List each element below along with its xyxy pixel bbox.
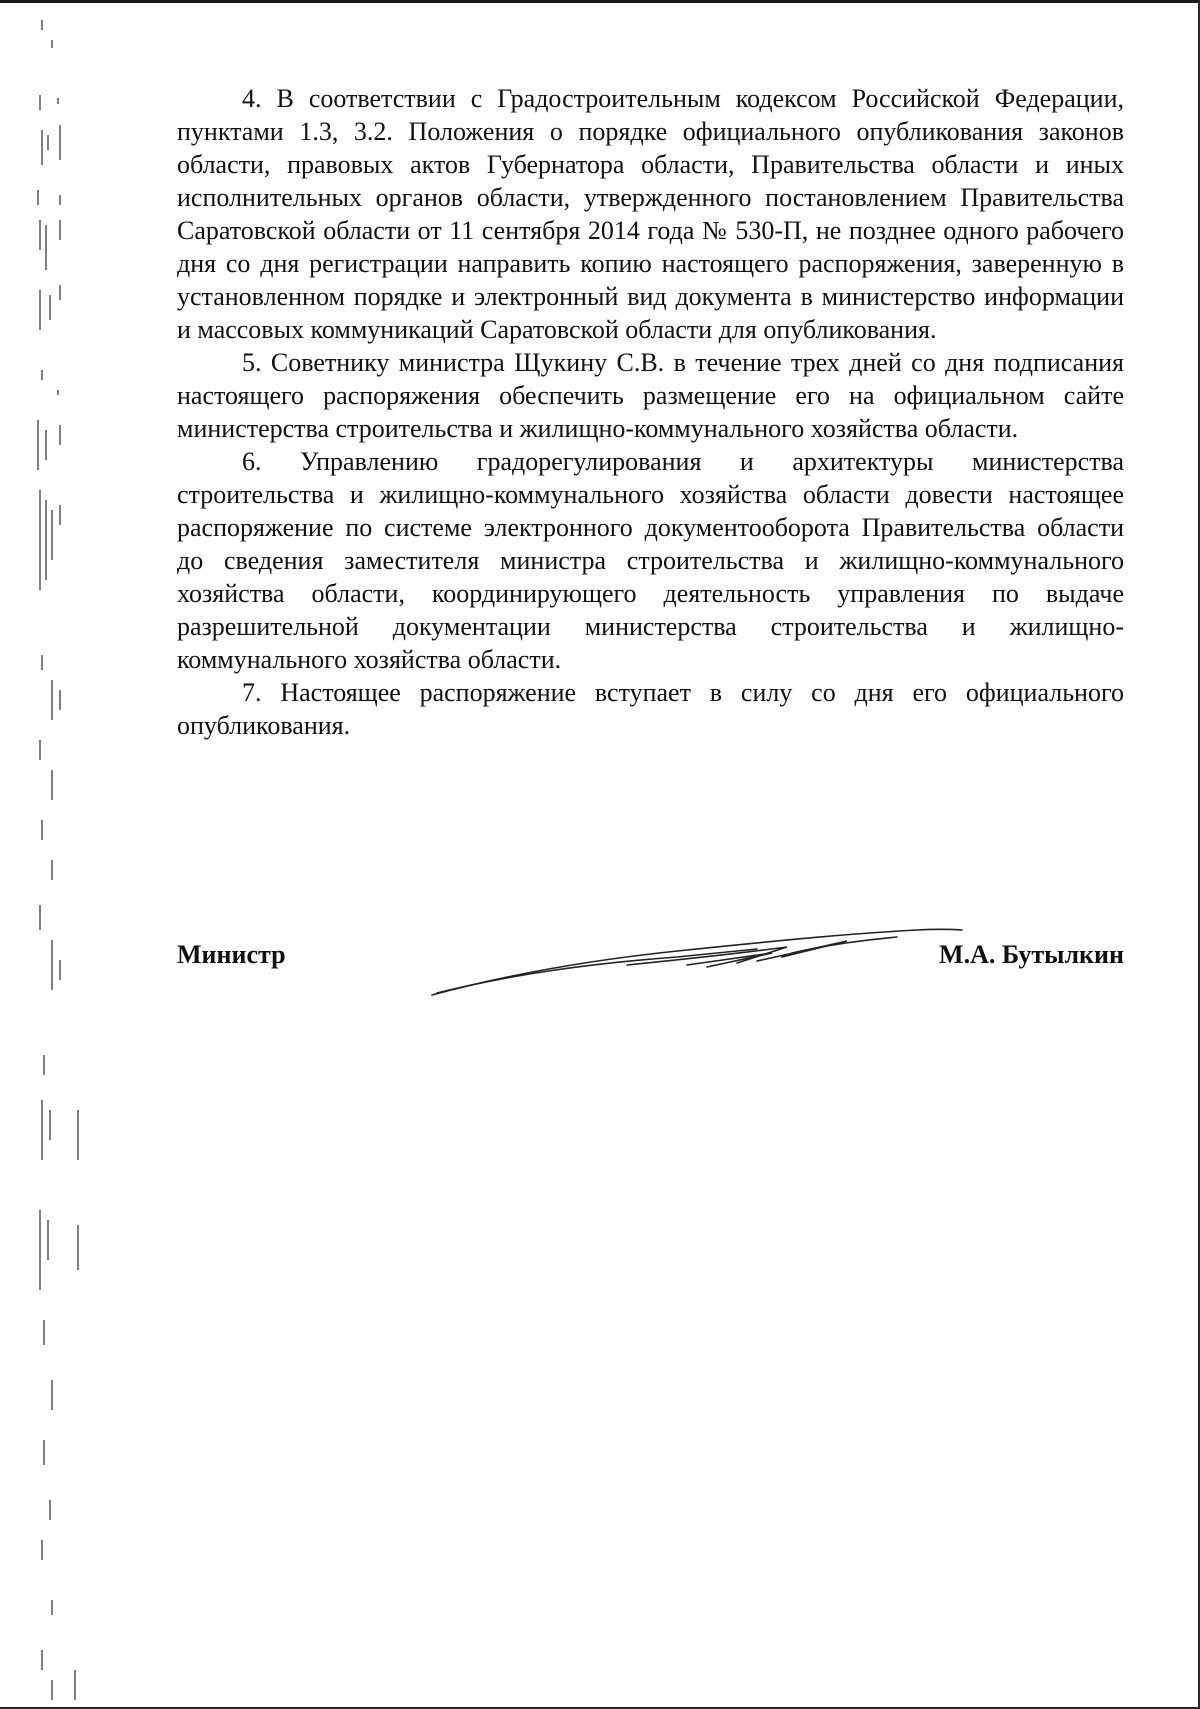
paragraph-7: 7. Настоящее распоряжение вступает в силу со дня его официального опубликования. — [177, 678, 1124, 740]
signatory-name: М.А. Бутылкин — [939, 940, 1124, 969]
document-body — [177, 82, 1124, 742]
scan-edge-top — [0, 0, 1200, 3]
paragraph-6: 6. Управлению градорегулирования и архитектуры министерства строительства и жилищно-коммунального хозяйства области довести настоящее распоряжение по системе электронного документооборота Правительства области до сведения заместителя министра строительства и жилищно-коммунального хозяйства области, координирующего деятельность управления по выдаче разрешительной документации министерства строительства и жилищно-коммунального хозяйства области. — [177, 447, 1124, 674]
binding-hole-noise — [30, 0, 100, 1709]
paragraph-4: 4. В соответствии с Градостроительным кодексом Российской Федерации, пунктами 1.3, 3.2. Положения о порядке официального опубликования законов области, правовых актов Губернатора области, Правительства области и иных исполнительных органов области, утвержденного постановлением Правительства Саратовской области от 11 сентября 2014 года № 530-П, не позднее одного рабочего дня со дня регистрации направить копию настоящего распоряжения, заверенную в установленном порядке и электронный вид документа в министерство информации и массовых коммуникаций Саратовской области для опубликования. — [177, 84, 1124, 344]
paragraph-5: 5. Советнику министра Щукину С.В. в течение трех дней со дня подписания настоящего распоряжения обеспечить размещение его на официальном сайте министерства строительства и жилищно-коммунального хозяйства области. — [177, 348, 1124, 443]
signatory-title: Министр — [177, 940, 286, 969]
signature-block — [177, 935, 1124, 1005]
handwritten-signature — [427, 905, 967, 1005]
